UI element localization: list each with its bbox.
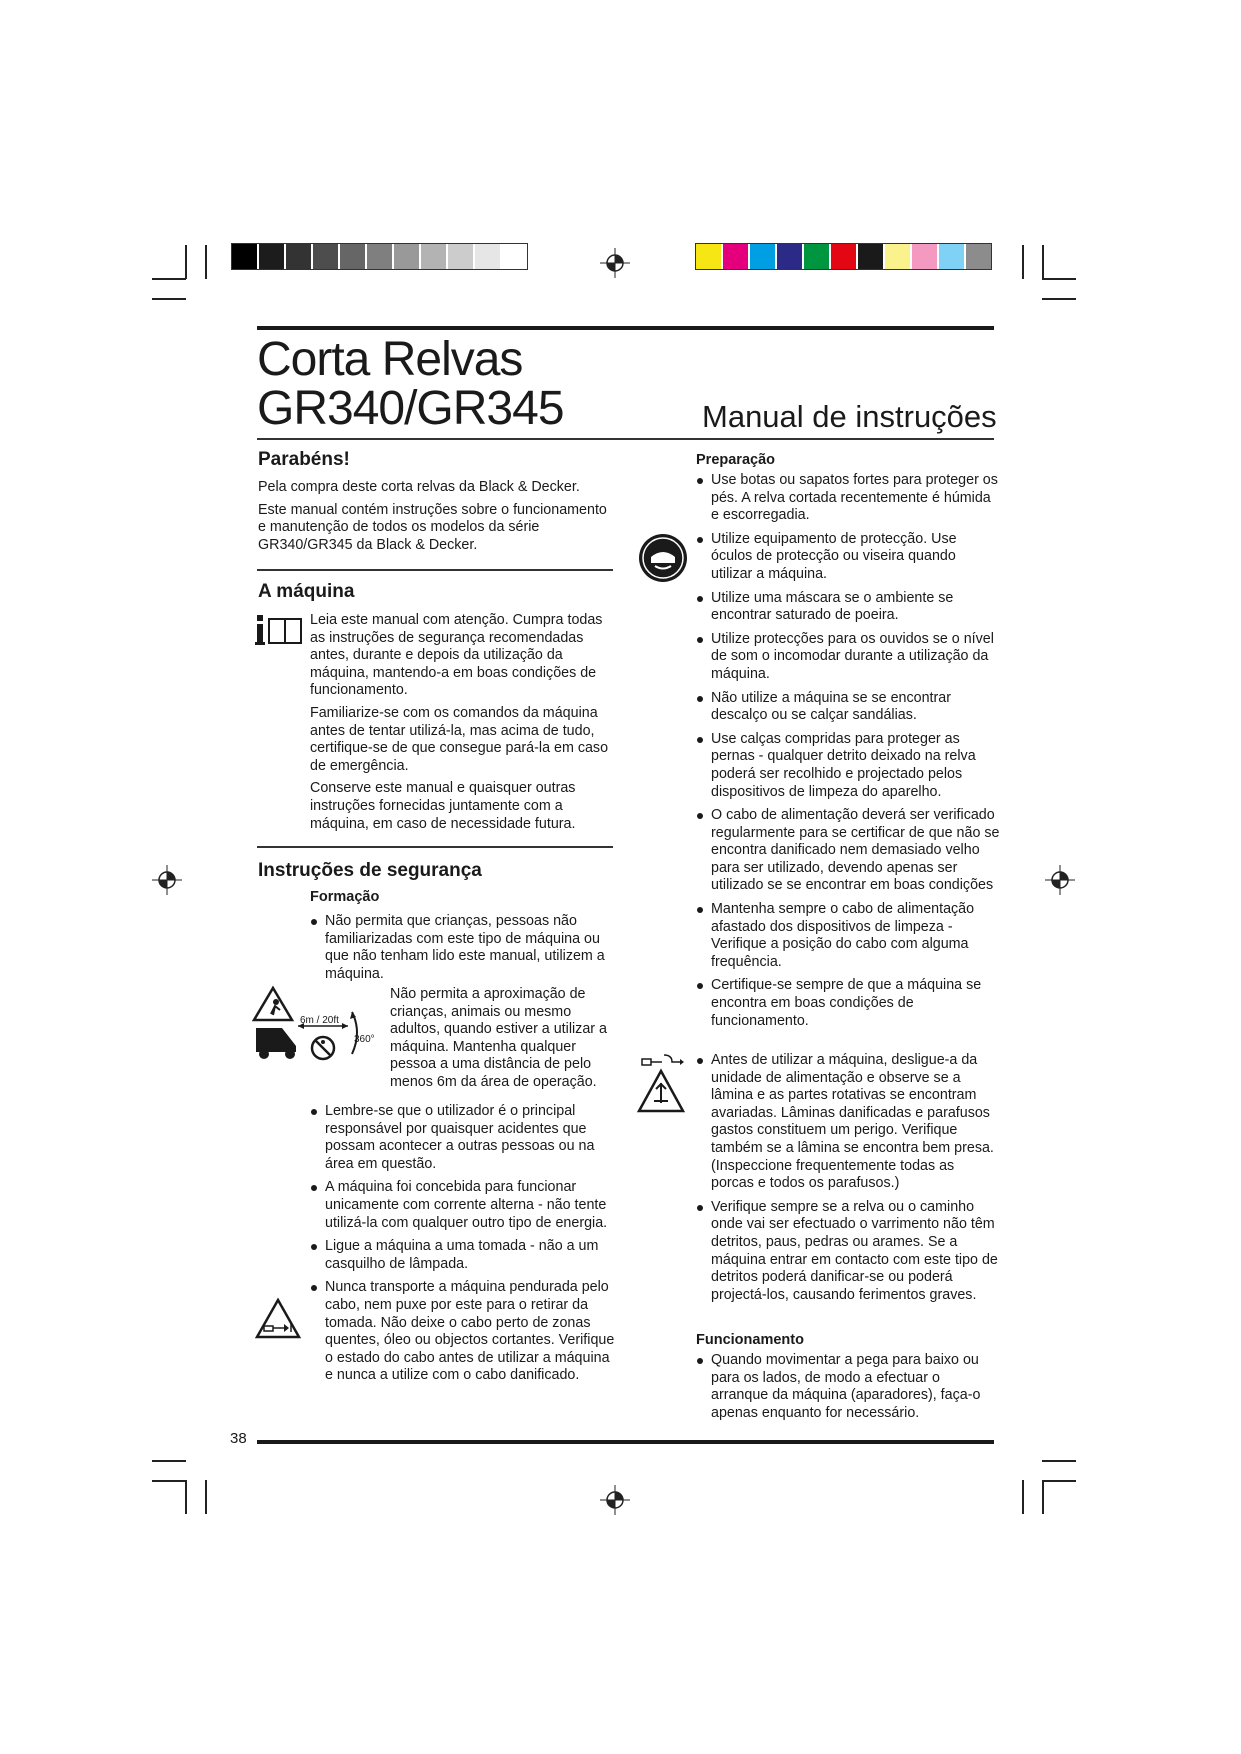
color-swatch (831, 244, 858, 269)
registration-mark-icon (600, 1485, 630, 1515)
crop-mark (205, 1480, 207, 1514)
list-item: Mantenha sempre o cabo de alimentação afastado dos dispositivos de limpeza - Verifique a posição do cabo com alguma frequência. (696, 901, 1001, 971)
training-subheading: Formação (310, 889, 380, 905)
list-item: Lembre-se que o utilizador é o principal responsável por quaisquer acidentes que possam acontecer a outras pessoas ou na área em questão. (310, 1103, 618, 1173)
preparation-heading: Preparação (696, 452, 775, 468)
crop-mark (1022, 1480, 1024, 1514)
crop-mark (1042, 1480, 1044, 1514)
paragraph: Este manual contém instruções sobre o funcionamento e manutenção de todos os modelos da série GR340/GR345 da Black & Decker. (258, 501, 607, 553)
congrats-heading: Parabéns! (258, 449, 350, 470)
machine-heading: A máquina (258, 581, 355, 602)
color-swatch (858, 244, 885, 269)
paragraph: Leia este manual com atenção. Cumpra todas as instruções de segurança recomendadas antes, durante e depois da utilização da máquina, mantendo-a em boas condições de funcionamento. (310, 612, 603, 699)
safety-bullets (310, 1103, 618, 1391)
color-swatch (448, 244, 475, 269)
color-swatch (421, 244, 448, 269)
page-subtitle: Manual de instruções (702, 399, 997, 434)
safety-heading: Instruções de segurança (258, 860, 482, 881)
page-number: 38 (230, 1430, 247, 1447)
safety-goggles-icon (638, 533, 688, 583)
operation-heading: Funcionamento (696, 1332, 804, 1348)
color-swatch (777, 244, 804, 269)
paragraph: Pela compra deste corta relvas da Black & Decker. (258, 479, 580, 495)
color-swatch (259, 244, 286, 269)
page-title-line-1: Corta Relvas (257, 333, 523, 386)
list-item: Não permita que crianças, pessoas não familiarizadas com este tipo de máquina ou que não tenham lido este manual, utilizem a máquina. (310, 913, 618, 983)
section-rule (257, 846, 613, 848)
read-manual-icon (255, 613, 303, 647)
color-swatch (313, 244, 340, 269)
process-color-bar (695, 243, 992, 270)
color-swatch (475, 244, 502, 269)
registration-mark-icon (152, 865, 182, 895)
registration-mark-icon (600, 248, 630, 278)
list-item: Antes de utilizar a máquina, desligue-a da unidade de alimentação e observe se a lâmina e as partes rotativas se encontram avariadas. Lâminas danificadas e parafusos gastos constituem um perigo. Verifique também se a lâmina se encontra bem presa. (Inspeccione frequentemente todas as porcas e todos os parafusos.) (696, 1052, 1001, 1193)
color-swatch (232, 244, 259, 269)
crop-mark (152, 278, 186, 280)
color-swatch (394, 244, 421, 269)
color-swatch (939, 244, 966, 269)
list-item: Certifique-se sempre de que a máquina se encontra em boas condições de funcionamento. (696, 977, 1001, 1030)
section-rule (257, 569, 613, 571)
color-swatch (502, 244, 527, 269)
top-rule (257, 326, 994, 330)
color-swatch (286, 244, 313, 269)
machine-text (310, 612, 616, 838)
list-item: A máquina foi concebida para funcionar unicamente com corrente alterna - não tente utilizá-la com qualquer outro tipo de energia. (310, 1179, 618, 1232)
page-title-line-2: GR340/GR345 (257, 382, 564, 435)
crop-mark (205, 245, 207, 279)
list-item: Não utilize a máquina se se encontrar descalço ou se calçar sandálias. (696, 690, 1001, 725)
cable-warning-icon (254, 1297, 302, 1341)
header-rule (257, 438, 994, 440)
color-swatch (696, 244, 723, 269)
color-swatch (912, 244, 939, 269)
angle-label: 360° (354, 1034, 375, 1045)
list-item: Ligue a máquina a uma tomada - não a um casquilho de lâmpada. (310, 1238, 618, 1273)
color-swatch (966, 244, 991, 269)
color-swatch (723, 244, 750, 269)
crop-mark (1042, 1460, 1076, 1462)
registration-mark-icon (1045, 865, 1075, 895)
crop-mark (1022, 245, 1024, 279)
grayscale-color-bar (231, 243, 528, 270)
preparation-bullets (696, 472, 1001, 1036)
preparation-bullets-2 (696, 1052, 1001, 1310)
crop-mark (1042, 1480, 1076, 1482)
crop-mark (185, 245, 187, 279)
distance-label: 6m / 20ft (300, 1015, 339, 1026)
color-swatch (367, 244, 394, 269)
distance-text: Não permita a aproximação de crianças, animais ou mesmo adultos, quando estiver a utilizar a máquina. Mantenha qualquer pessoa a uma distância de pelo menos 6m da área de operação. (390, 986, 607, 1090)
list-item: Use calças compridas para proteger as pernas - qualquer detrito deixado na relva poderá ser recolhido e projectado pelos dispositivos de limpeza do aparelho. (696, 731, 1001, 801)
color-swatch (750, 244, 777, 269)
list-item: Utilize protecções para os ouvidos se o nível de som o incomodar durante a utilização da máquina. (696, 631, 1001, 684)
crop-mark (185, 1480, 187, 1514)
crop-mark (152, 1480, 186, 1482)
list-item: Utilize equipamento de protecção. Use óculos de protecção ou viseira quando utilizar a máquina. (696, 531, 1001, 584)
crop-mark (1042, 278, 1076, 280)
list-item: O cabo de alimentação deverá ser verificado regularmente para se certificar de que não se encontra danificado nem demasiado velho para ser utilizado, devendo apenas ser utilizado se se encontrar em boas condições (696, 807, 1001, 895)
color-swatch (804, 244, 831, 269)
paragraph: Conserve este manual e quaisquer outras instruções fornecidas juntamente com a máquina, em caso de necessidade futura. (310, 780, 576, 832)
crop-mark (152, 298, 186, 300)
crop-mark (1042, 245, 1044, 279)
safety-bullets-top (310, 913, 618, 989)
crop-mark (152, 1460, 186, 1462)
list-item: Verifique sempre se a relva ou o caminho onde vai ser efectuado o varrimento não têm detritos, paus, pedras ou arames. Se a máquina entrar em contacto com este tipo de detritos poderá danificar-se ou poderá projectá-los, causando ferimentos graves. (696, 1199, 1001, 1305)
list-item: Utilize uma máscara se o ambiente se encontrar saturado de poeira. (696, 590, 1001, 625)
list-item: Use botas ou sapatos fortes para proteger os pés. A relva cortada recentemente é húmida e escorregadia. (696, 472, 1001, 525)
paragraph: Familiarize-se com os comandos da máquina antes de tentar utilizá-la, mas acima de tudo, certifique-se de que consegue pará-la em caso de emergência. (310, 704, 609, 774)
crop-mark (1042, 298, 1076, 300)
unplug-blade-warning-icon (636, 1051, 686, 1115)
bottom-rule (257, 1440, 994, 1444)
congrats-text (258, 479, 618, 559)
color-swatch (340, 244, 367, 269)
list-item: Quando movimentar a pega para baixo ou para os lados, de modo a efectuar o arranque da máquina (aparadores), faça-o apenas enquanto for necessário. (696, 1352, 1001, 1422)
operation-bullets (696, 1352, 1001, 1428)
list-item: Nunca transporte a máquina pendurada pelo cabo, nem puxe por este para o retirar da tomada. Não deixe o cabo perto de zonas quentes, óleo ou objectos cortantes. Verifique o estado do cabo antes de utilizar a máquina e nunca a utilize com o cabo danificado. (310, 1279, 618, 1385)
color-swatch (885, 244, 912, 269)
